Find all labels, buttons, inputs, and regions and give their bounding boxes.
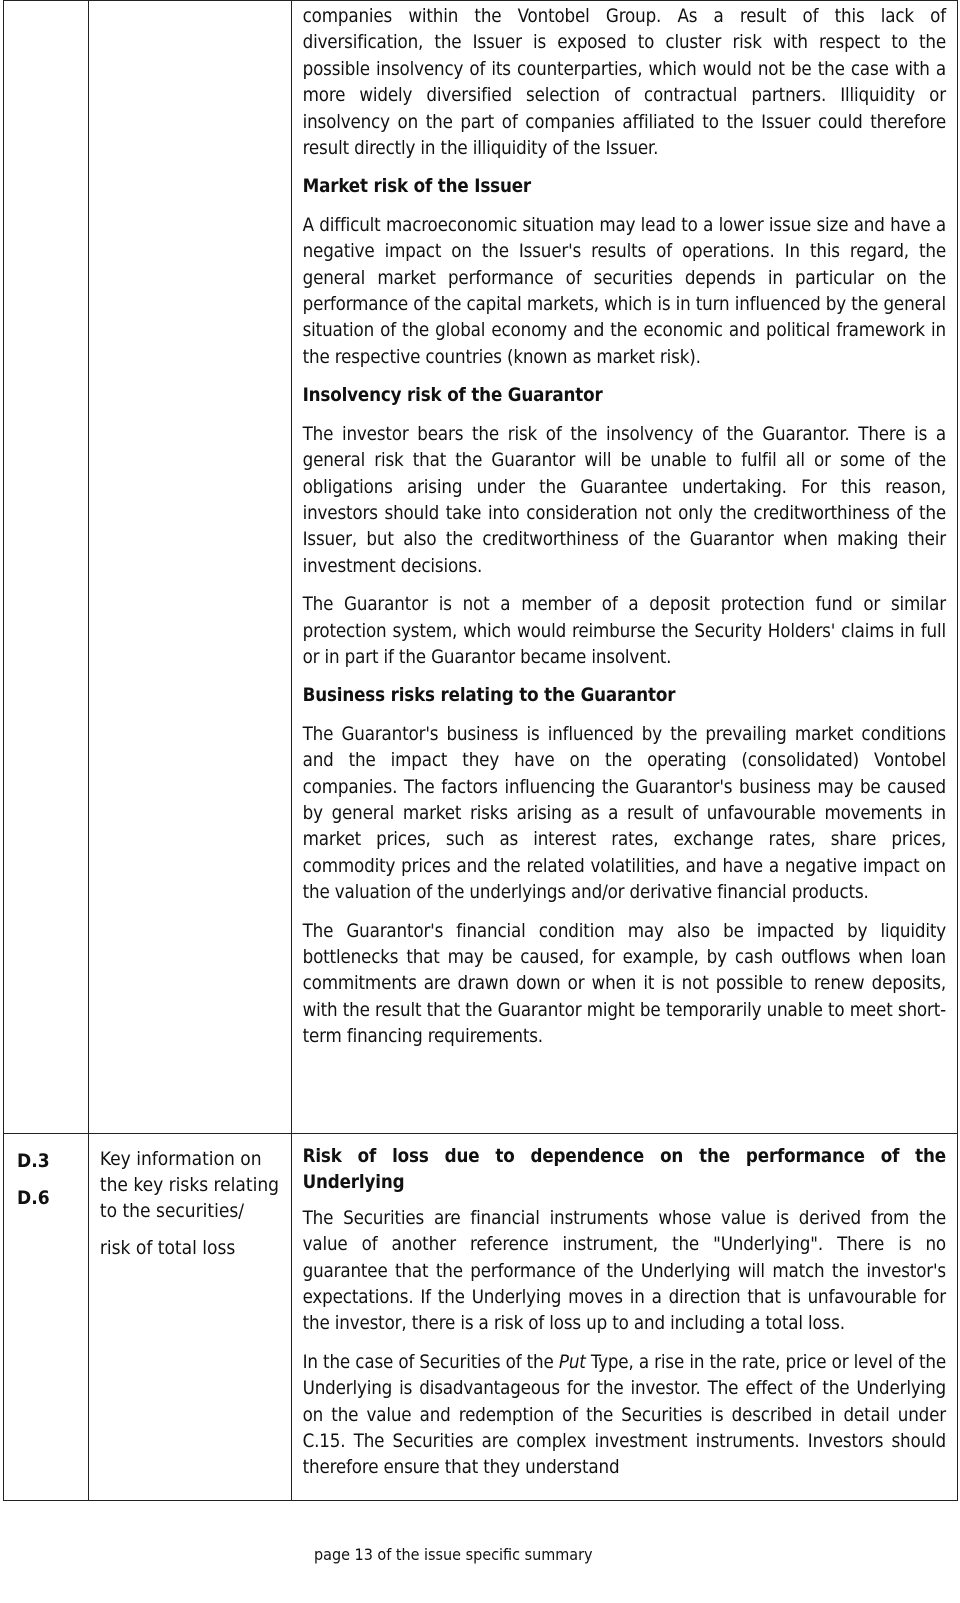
section-title-cell xyxy=(88,1,291,1134)
section-content-cell xyxy=(291,1134,957,1501)
liquidity-paragraph: The Guarantor's financial condition may also be impacted by liquidity bottlenecks that may be caused, for example, by cash outflows when loan commitments are drawn down or when it is not possible to renew deposits, with the result that the Guarantor might be temporarily unable to meet short-term financing requirements. xyxy=(302,920,946,1048)
table-row xyxy=(4,1,958,1134)
insolvency-risk-heading: Insolvency risk of the Guarantor xyxy=(302,385,603,407)
section-content-cell xyxy=(291,1,957,1134)
put-type-text-start: In the case of Securities of the xyxy=(302,1351,559,1373)
business-risks-paragraph: The Guarantor's business is influenced by the prevailing market conditions and the impact they have on the operating (consolidated) Vontobel companies. The factors influencing the Guarantor's business may be caused by general market risks arising as a result of unfavourable movements in market prices, such as interest rates, exchange rates, share prices, commodity prices and the related volatilities, and have a negative impact on the valuation of the underlyings and/or derivative financial products. xyxy=(302,723,946,904)
section-title-cell xyxy=(88,1134,291,1501)
section-title: Key information on the key risks relating to the securities/ xyxy=(99,1148,280,1222)
underlying-risk-paragraph: The Securities are financial instruments whose value is derived from the value of another reference instrument, the "Underlying". There is no guarantee that the performance of the Underlying will match the investor's expectations. If the Underlying moves in a direction that is unfavourable for the investor, there is a risk of loss up to and including a total loss. xyxy=(302,1207,946,1335)
issuer-diversification-paragraph: companies within the Vontobel Group. As a result of this lack of diversification, the Issuer is exposed to cluster risk with respect to the possible insolvency of its counterparties, which would not be the case with a more widely diversified selection of contractual partners. Illiquidity or insolvency on the part of companies affiliated to the Issuer could therefore result directly in the illiquidity of the Issuer. xyxy=(302,6,946,160)
summary-table xyxy=(3,0,958,1501)
section-id-cell xyxy=(4,1,89,1134)
underlying-risk-heading: Risk of loss due to dependence on the performance of the Underlying xyxy=(302,1146,946,1194)
market-risk-heading: Market risk of the Issuer xyxy=(302,176,532,198)
section-id: D.6 xyxy=(17,1187,50,1209)
insolvency-risk-paragraph: The investor bears the risk of the insolvency of the Guarantor. There is a general risk that the Guarantor will be unable to fulfil all or some of the obligations arising under the Guarantee undertaking. For this reason, investors should take into consideration not only the creditworthiness of the Issuer, but also the creditworthiness of the Guarantor when making their investment decisions. xyxy=(302,423,946,577)
business-risks-heading: Business risks relating to the Guarantor xyxy=(302,685,676,707)
market-risk-paragraph: A difficult macroeconomic situation may lead to a lower issue size and have a negative impact on the Issuer's results of operations. In this regard, the general market performance of securities depends in particular on the performance of the capital markets, which is in turn influenced by the general situation of the global economy and the economic and political framework in the respective countries (known as market risk). xyxy=(302,214,946,368)
table-row xyxy=(4,1134,958,1501)
section-id-cell xyxy=(4,1134,89,1501)
put-type-term: Put xyxy=(558,1351,586,1373)
section-id: D.3 xyxy=(17,1150,50,1172)
section-subtitle: risk of total loss xyxy=(99,1237,236,1259)
put-type-text-end: Type, a rise in the rate, price or level of the Underlying is disadvantageous for the investor. The effect of the Underlying on the value and redemption of the Securities is described in detail under C.15. The Securities are complex investment instruments. Investors should therefore ensure that they understand xyxy=(302,1351,946,1479)
deposit-protection-paragraph: The Guarantor is not a member of a deposit protection fund or similar protection system, which would reimburse the Security Holders' claims in full or in part if the Guarantor became insolvent. xyxy=(302,594,946,668)
put-type-paragraph xyxy=(303,1350,946,1482)
page-footer: page 13 of the issue specific summary xyxy=(314,1545,593,1564)
